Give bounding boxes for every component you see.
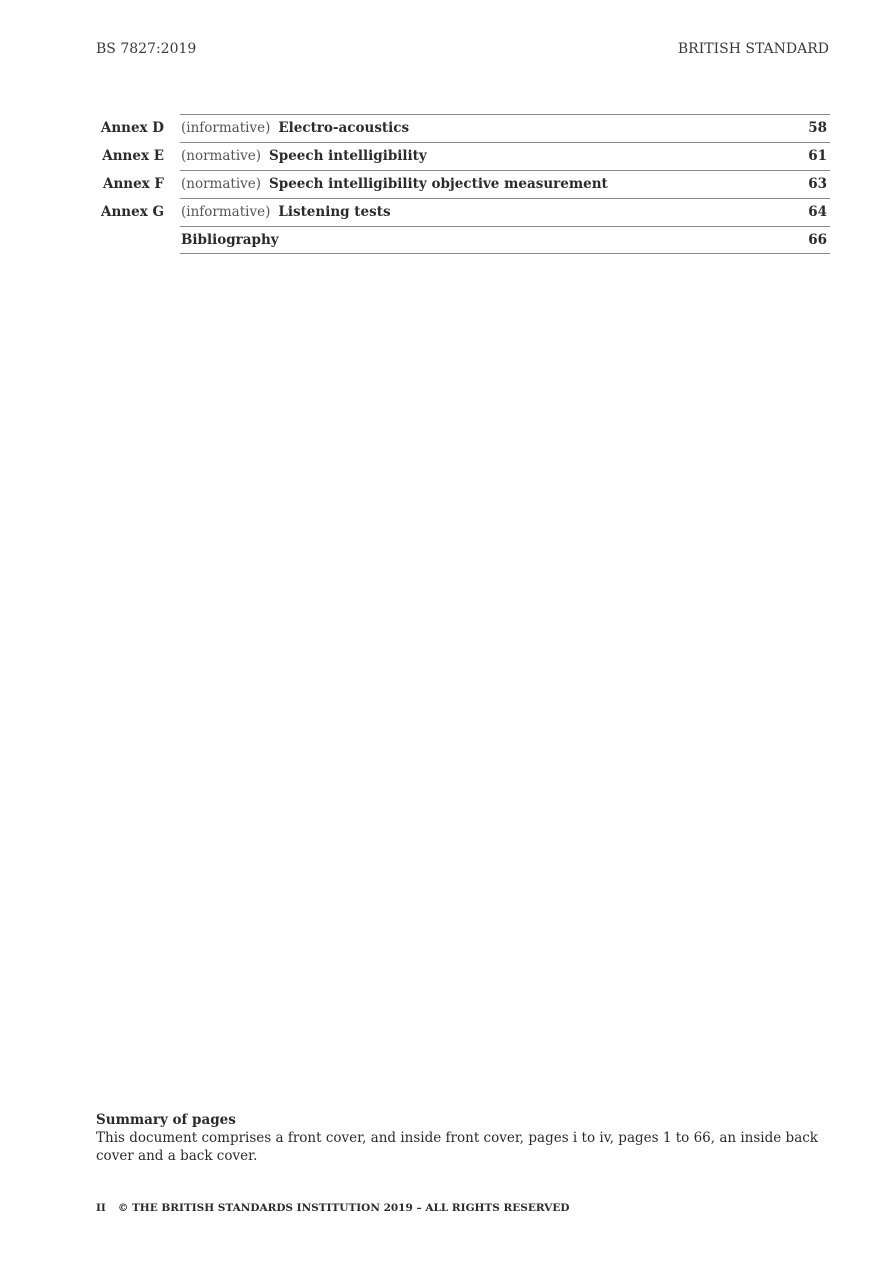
toc-page-number: 58	[808, 120, 827, 136]
page-footer	[96, 1202, 569, 1214]
toc-entry-title[interactable]: Speech intelligibility	[269, 148, 427, 164]
toc-divider	[180, 142, 830, 143]
toc-page-number: 66	[808, 232, 827, 248]
toc-entry-title[interactable]: Listening tests	[278, 204, 391, 220]
summary-text: This document comprises a front cover, and inside front cover, pages i to iv, pages 1 to 66, an inside back cover and a back cover.	[96, 1130, 818, 1164]
footer-page-number: II	[96, 1202, 106, 1214]
toc-row-annex-g[interactable]	[96, 198, 830, 226]
toc-divider	[180, 226, 830, 227]
toc-row-annex-d[interactable]	[96, 114, 830, 142]
toc-entry-title[interactable]: Speech intelligibility objective measurement	[269, 176, 608, 192]
footer-copyright: © THE BRITISH STANDARDS INSTITUTION 2019 – ALL RIGHTS RESERVED	[117, 1202, 570, 1214]
toc-entry-kind: (informative)	[181, 204, 271, 220]
toc-divider	[180, 114, 830, 115]
toc-entry	[181, 120, 409, 136]
toc-annex-label: Annex E	[102, 148, 164, 164]
toc-row-annex-e[interactable]	[96, 142, 830, 170]
toc-entry-kind: (normative)	[181, 148, 262, 164]
page-header-right: BRITISH STANDARD	[677, 41, 829, 57]
toc-page-number: 64	[808, 204, 827, 220]
toc-row-annex-f[interactable]	[96, 170, 830, 198]
toc-entry-kind: (normative)	[181, 176, 262, 192]
summary-of-pages	[96, 1111, 830, 1165]
toc-entry	[181, 176, 608, 192]
toc-entry-title[interactable]: Electro-acoustics	[278, 120, 410, 136]
toc-annex-label: Annex F	[102, 176, 164, 192]
toc-divider	[180, 198, 830, 199]
summary-heading: Summary of pages	[96, 1112, 236, 1128]
toc-page-number: 63	[808, 176, 827, 192]
toc-entry	[181, 204, 391, 220]
toc-divider-bottom	[180, 253, 830, 254]
table-of-contents	[96, 114, 830, 254]
toc-row-bibliography[interactable]	[96, 226, 830, 254]
page-header-left: BS 7827:2019	[96, 41, 197, 57]
toc-divider	[180, 170, 830, 171]
toc-annex-label: Annex G	[101, 204, 164, 220]
toc-entry-kind: (informative)	[181, 120, 271, 136]
toc-entry	[181, 232, 279, 248]
toc-annex-label: Annex D	[100, 120, 164, 136]
toc-entry	[181, 148, 427, 164]
toc-page-number: 61	[808, 148, 827, 164]
toc-entry-title[interactable]: Bibliography	[181, 232, 279, 248]
